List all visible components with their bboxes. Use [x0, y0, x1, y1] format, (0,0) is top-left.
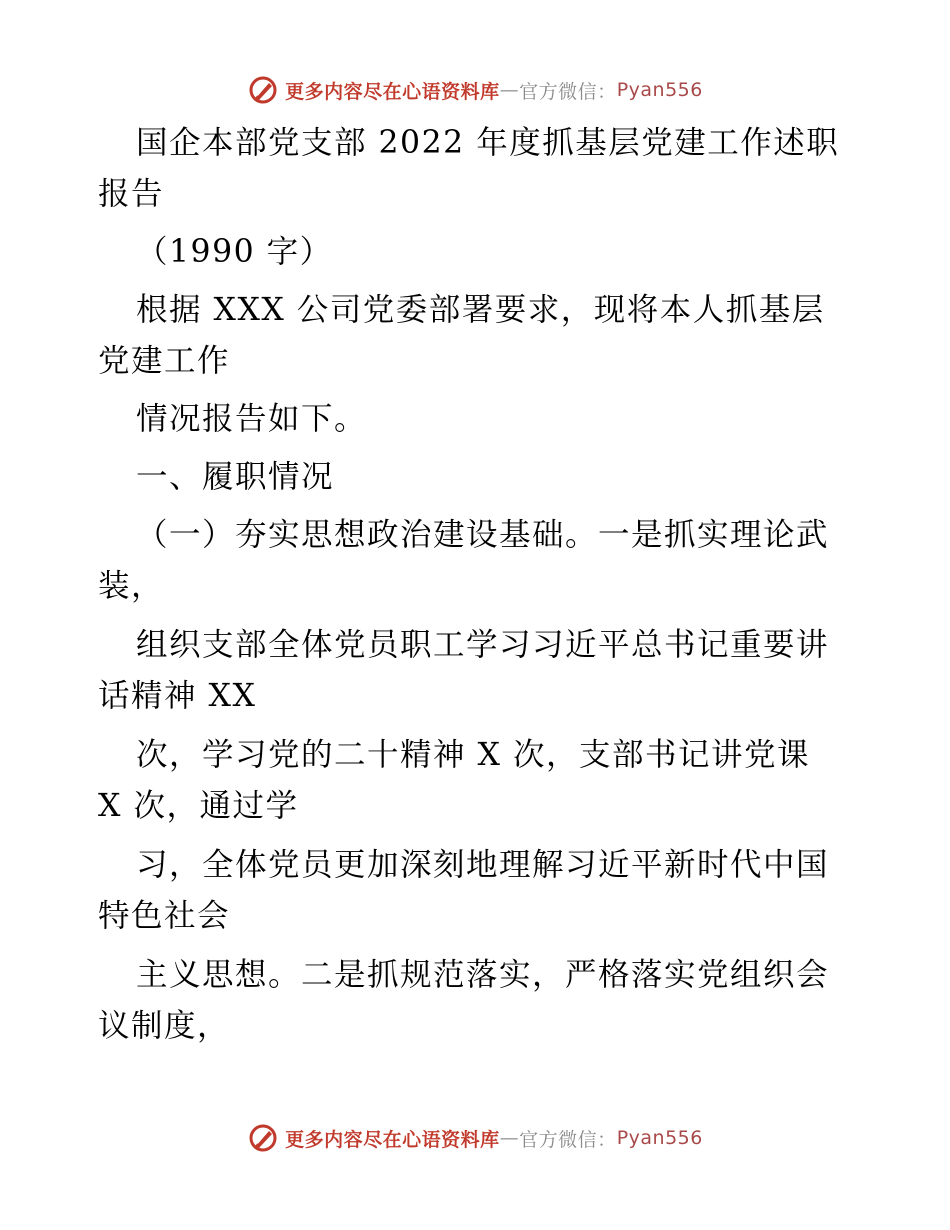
text-line: 国企本部党支部 2022 年度抓基层党建工作述职: [136, 125, 840, 161]
watermark-banner-bottom: [0, 1118, 950, 1158]
paragraph-body: [98, 620, 858, 722]
banner-main-text: 更多内容尽在心语资料库: [285, 1128, 500, 1151]
banner-dash: —: [499, 1127, 520, 1149]
text-line: 一、履职情况: [136, 459, 335, 495]
paragraph-title: [98, 118, 858, 220]
text-line: 组织支部全体党员职工学习习近平总书记重要讲: [136, 627, 830, 663]
paragraph-intro: [98, 285, 858, 387]
banner-label: 官方微信：: [519, 80, 617, 103]
banner-account: Pyan556: [616, 1127, 703, 1149]
paragraph-section-heading: [98, 452, 858, 503]
quill-pen-icon: [247, 74, 279, 106]
text-line: 议制度，: [98, 1008, 231, 1044]
text-line: 主义思想。二是抓规范落实，严格落实党组织会: [136, 957, 830, 993]
text-line: 话精神 XX: [98, 678, 257, 714]
banner-dash: —: [499, 79, 520, 101]
banner-account: Pyan556: [616, 79, 703, 101]
text-line: X 次，通过学: [98, 788, 299, 824]
text-line: （一）夯实思想政治建设基础。一是抓实理论武: [136, 517, 830, 553]
paragraph-body: [98, 730, 858, 832]
text-line: 特色社会: [98, 898, 231, 934]
text-line: 报告: [98, 176, 165, 212]
paragraph-body: [98, 510, 858, 612]
banner-label: 官方微信：: [519, 1128, 617, 1151]
banner-main-text: 更多内容尽在心语资料库: [285, 80, 500, 103]
text-line: 情况报告如下。: [136, 401, 368, 437]
text-line: （1990 字）: [136, 234, 333, 270]
watermark-banner-top: [0, 70, 950, 110]
quill-pen-icon: [247, 1122, 279, 1154]
paragraph-body: [98, 950, 858, 1052]
text-line: 习，全体党员更加深刻地理解习近平新时代中国: [136, 847, 830, 883]
text-line: 党建工作: [98, 343, 231, 379]
text-line: 次，学习党的二十精神 X 次，支部书记讲党课: [136, 737, 810, 773]
paragraph-word-count: [98, 227, 858, 278]
text-line: 装，: [98, 568, 165, 604]
paragraph-intro-end: [98, 394, 858, 445]
paragraph-body: [98, 840, 858, 942]
document-body: [98, 118, 858, 1052]
text-line: 根据 XXX 公司党委部署要求，现将本人抓基层: [136, 292, 825, 328]
